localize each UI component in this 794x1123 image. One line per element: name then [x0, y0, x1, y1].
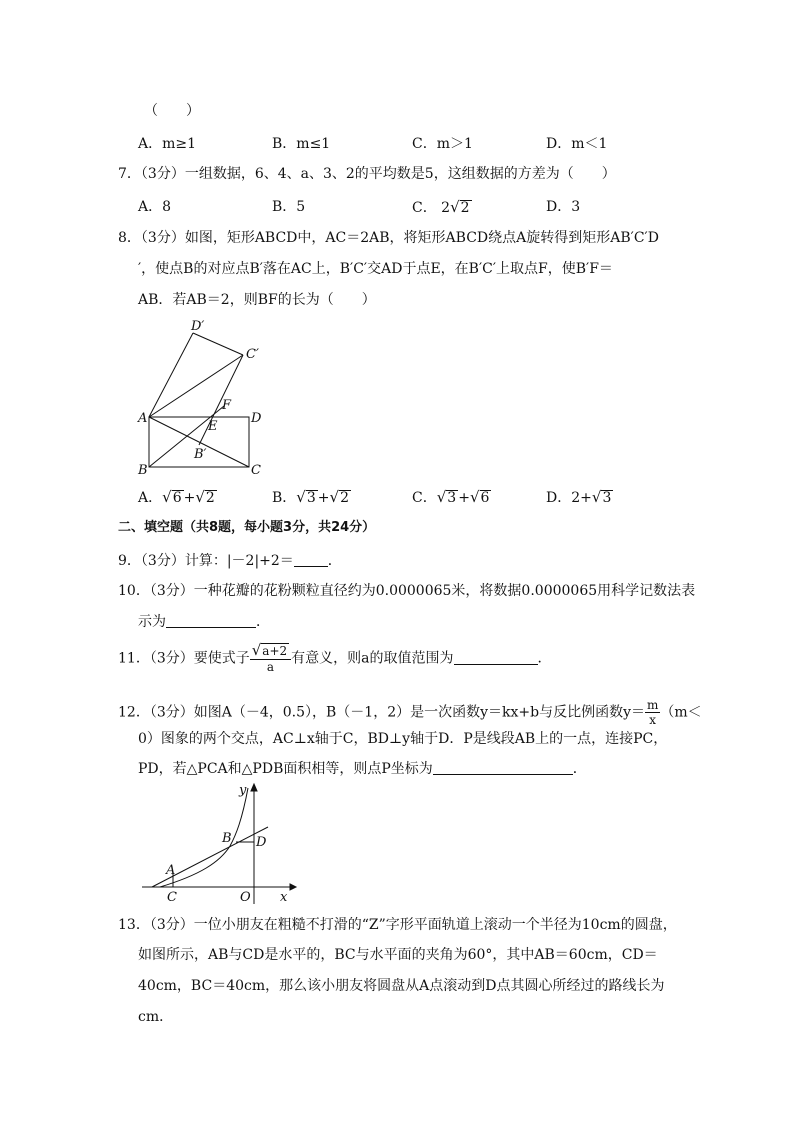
q12-answer-blank: [433, 760, 573, 775]
q8-option-a-rad1: 6: [172, 490, 182, 506]
q8-option-a: [138, 487, 217, 508]
q8-line1: 8．（3分）如图，矩形ABCD中，AC＝2AB，将矩形ABCD绕点A旋转得到矩形AB′C′D: [118, 230, 659, 246]
sqrt-sign-icon: √: [195, 488, 205, 506]
q11-text: [118, 643, 552, 674]
q12-line3: [138, 759, 587, 779]
q11-suffix: 有意义，则a的取值范围为: [291, 650, 454, 667]
fig12-y-arrow-icon: [251, 784, 257, 791]
q7-option-c-coef: 2: [441, 200, 451, 216]
section2-title: 二、填空题（共8题，每小题3分，共24分）: [118, 520, 376, 535]
q9-answer-blank: [294, 552, 328, 567]
q8-option-c-prefix: C．: [412, 490, 437, 506]
q12-stem: 12．（3分）如图A（－4，0.5），B（－1，2）是一次函数y＝kx+b与反比例函数y＝: [118, 704, 645, 721]
q12-line1-end: （m＜: [660, 704, 702, 721]
q8-figure: [136, 316, 276, 480]
q10-line2: [138, 612, 270, 632]
q9-text: [118, 551, 342, 571]
fig12-label-b: B: [222, 831, 232, 846]
sqrt-sign-icon: √: [162, 488, 172, 506]
q13-line4: cm．: [138, 1009, 174, 1025]
q7-option-d: D．3: [546, 199, 581, 215]
q8-option-d-prefix: D．2+: [546, 490, 592, 506]
q11-answer-blank: [454, 650, 538, 665]
q10-end: ．: [256, 614, 270, 630]
sqrt-sign-icon: √: [436, 488, 447, 506]
q7-option-c-label: C．: [412, 200, 437, 216]
q12-frac-den: x: [649, 713, 657, 727]
sqrt-sign-icon: √: [329, 488, 340, 506]
q9-end: ．: [327, 553, 342, 569]
fig8-line-dprime-cprime: [193, 333, 243, 355]
fig8-label-a: A: [138, 411, 148, 426]
q8-option-c-rad1: 3: [447, 490, 457, 506]
q12-fraction: [645, 698, 660, 727]
q13-line2: 如图所示，AB与CD是水平的，BC与水平面的夹角为60°，其中AB＝60cm，CD＝: [138, 947, 658, 963]
q8-option-a-op: +: [183, 490, 196, 506]
q8-option-d-rad: 3: [602, 490, 612, 506]
q6-option-a: A．m≥1: [138, 136, 197, 152]
q8-option-a-rad2: 2: [205, 490, 215, 506]
fig8-label-e: E: [208, 419, 218, 434]
q7-text: 7．（3分）一组数据，6、4、a、3、2的平均数是5，这组数据的方差为（ ）: [118, 166, 616, 182]
q7-option-c: [412, 197, 472, 218]
fig8-label-c: C: [251, 463, 261, 478]
q11-end: ．: [537, 650, 552, 667]
fig12-linear-function: [152, 827, 268, 887]
q12-line1: [118, 698, 702, 727]
q7-option-b: B．5: [272, 199, 306, 215]
q8-option-a-prefix: A．: [138, 490, 163, 506]
fig8-label-bprime: B′: [194, 447, 207, 462]
fig8-label-cprime: C′: [246, 347, 259, 362]
q6-option-c: C．m＞1: [412, 136, 473, 152]
q8-option-d: [546, 487, 613, 508]
fig8-line-ad-prime: [149, 333, 193, 417]
q9-stem: 9．（3分）计算：|－2|+2＝: [118, 553, 294, 569]
fig12-label-o: O: [240, 890, 251, 905]
q8-line3: AB．若AB＝2，则BF的长为（ ）: [138, 292, 376, 308]
fig8-line-bf: [149, 406, 224, 467]
fig8-line-cprime-bprime: [199, 355, 243, 445]
q11-prefix: 11．（3分）要使式子: [118, 650, 250, 667]
q11-denominator: a: [266, 660, 275, 674]
q11-fraction: [250, 643, 291, 674]
q8-option-c-op: +: [458, 490, 470, 506]
q6-option-d: D．m＜1: [546, 136, 608, 152]
fig12-label-d: D: [256, 835, 267, 850]
q10-answer-blank: [166, 613, 256, 628]
fig12-label-c: C: [167, 890, 177, 905]
fig12-x-arrow-icon: [290, 884, 296, 890]
q12-end: ．: [572, 761, 587, 777]
q8-option-b-op: +: [317, 490, 330, 506]
q7-option-a: A．8: [138, 199, 172, 215]
q12-line2: 0）图象的两个交点，AC⊥x轴于C，BD⊥y轴于D．P是线段AB上的一点，连接PC，: [138, 731, 668, 747]
q8-option-b-rad1: 3: [306, 490, 316, 506]
fig12-label-x: x: [280, 890, 288, 905]
q12-frac-num: m: [647, 698, 659, 712]
q8-option-c: [412, 487, 491, 508]
q13-line3: 40cm，BC＝40cm，那么该小朋友将圆盘从A点滚动到D点其圆心所经过的路线长为: [138, 978, 665, 994]
sqrt-sign-icon: √: [450, 198, 460, 216]
q7-option-c-radicand: 2: [460, 200, 470, 216]
q10-line1: 10．（3分）一种花瓣的花粉颗粒直径约为0.0000065米，将数据0.0000065用科学记数法表: [118, 583, 696, 599]
fig12-label-y: y: [239, 783, 247, 798]
q8-option-b-prefix: B．: [272, 490, 297, 506]
q12-stem3: PD，若△PCA和△PDB面积相等，则点P坐标为: [138, 761, 433, 777]
sqrt-sign-icon: √: [296, 488, 306, 506]
q11-numerator: a+2: [262, 644, 288, 658]
q12-figure: [140, 780, 300, 908]
sqrt-sign-icon: √: [591, 488, 602, 506]
fig8-label-d: D: [251, 411, 262, 426]
q6-option-b: B．m≤1: [272, 136, 331, 152]
q6-paren: （ ）: [144, 103, 200, 119]
fig8-label-b: B: [138, 463, 148, 478]
sqrt-sign-icon: √: [251, 641, 262, 659]
q8-option-b-rad2: 2: [340, 490, 349, 506]
q8-option-b: [272, 487, 351, 508]
fig8-label-f: F: [222, 398, 232, 413]
q10-stem: 示为: [138, 614, 166, 630]
q8-option-c-rad2: 6: [480, 490, 490, 506]
q13-line1: 13．（3分）一位小朋友在粗糙不打滑的“Z”字形平面轨道上滚动一个半径为10cm的圆盘，: [118, 917, 677, 933]
fig8-label-dprime: D′: [191, 319, 205, 334]
fig12-label-a: A: [166, 863, 176, 878]
sqrt-sign-icon: √: [469, 488, 480, 506]
q8-line2: ′，使点B的对应点B′落在AC上，B′C′交AD于点E，在B′C′上取点F，使B′F＝: [138, 261, 613, 277]
